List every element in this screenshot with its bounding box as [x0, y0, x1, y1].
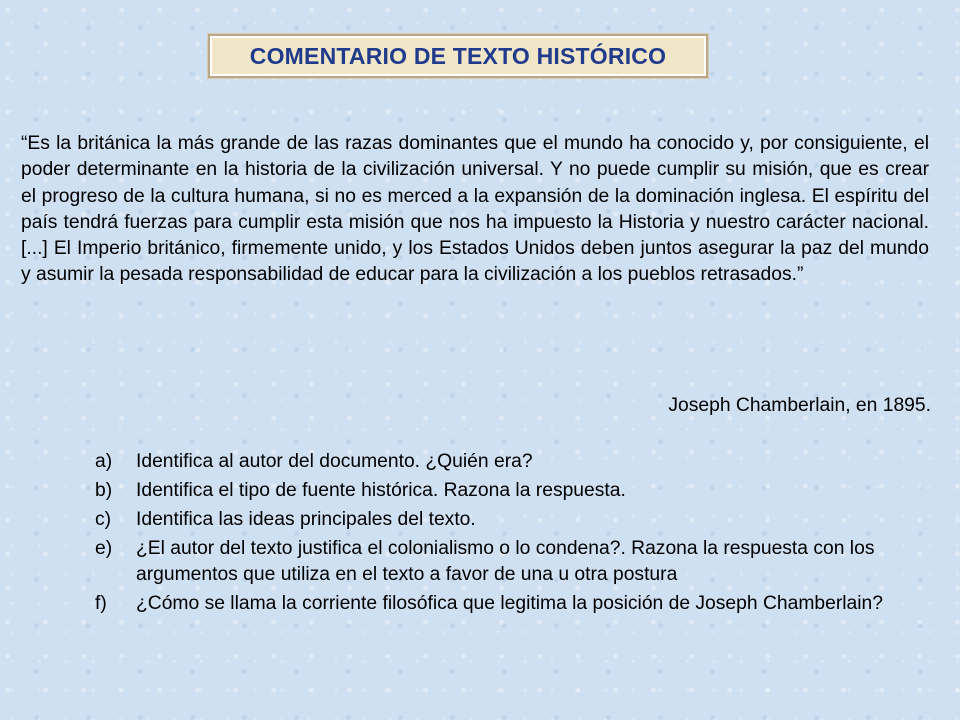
question-item — [95, 536, 930, 588]
question-item — [95, 449, 930, 475]
question-text: ¿Cómo se llama la corriente filosófica que legitima la posición de Joseph Chamberlain? — [136, 593, 883, 614]
quote-attribution: Joseph Chamberlain, en 1895. — [668, 395, 931, 416]
question-item — [95, 478, 930, 504]
question-text: Identifica al autor del documento. ¿Quién era? — [136, 451, 533, 472]
quote-text: “Es la británica la más grande de las razas dominantes que el mundo ha conocido y, por consiguiente, el poder determinante en la historia de la civilización universal. Y no puede cumplir su misión, que es crear el progreso de la cultura humana, si no es merced a la expansión de la dominación inglesa. El espíritu del país tendrá fuerzas para cumplir esta misión que nos ha impuesto la Historia y nuestro carácter nacional. [...] El Imperio británico, firmemente unido, y los Estados Unidos deben juntos asegurar la paz del mundo y asumir la pesada responsabilidad de educar para la civilización a los pueblos retrasados.” — [21, 133, 929, 286]
question-letter: f) — [95, 593, 107, 614]
question-letter: e) — [95, 538, 113, 559]
question-text: ¿El autor del texto justifica el colonialismo o lo condena?. Razona la respuesta con los argumentos que utiliza en el texto a favor de una u otra postura — [136, 538, 875, 585]
question-letter: a) — [95, 451, 113, 472]
page-title: COMENTARIO DE TEXTO HISTÓRICO — [249, 42, 667, 69]
question-letter: b) — [95, 480, 113, 501]
question-item — [95, 507, 930, 533]
question-letter: c) — [95, 509, 112, 530]
question-text: Identifica las ideas principales del texto. — [136, 509, 476, 530]
question-list — [95, 449, 930, 620]
question-text: Identifica el tipo de fuente histórica. Razona la respuesta. — [136, 480, 626, 501]
question-item — [95, 591, 930, 617]
title-box — [208, 34, 708, 78]
